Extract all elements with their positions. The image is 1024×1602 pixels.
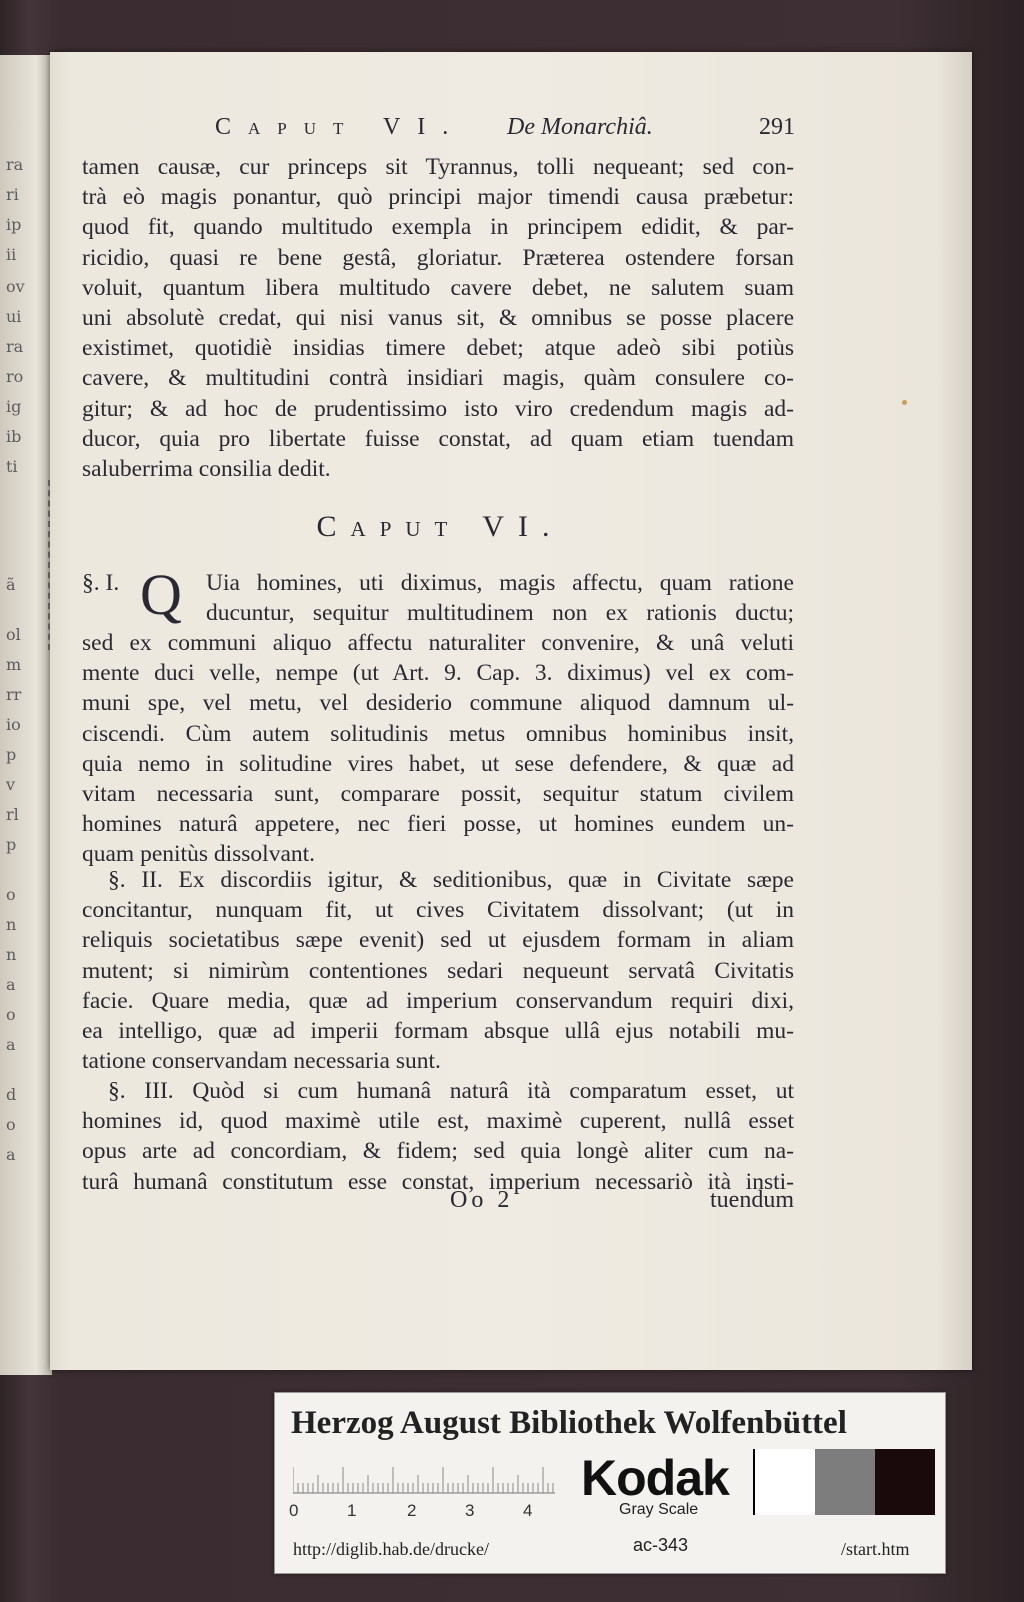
left-fragment: ip <box>6 215 22 234</box>
left-fragment: a <box>6 1035 16 1054</box>
ruler-scale-icon <box>293 1455 555 1495</box>
text-line: gitur; & ad hoc de prudentissimo isto viro credendum magis ad- <box>82 395 794 422</box>
left-fragment: p <box>6 745 17 764</box>
section1-marker: §. I. <box>82 570 120 596</box>
text-line: ducor, quia pro libertate fuisse constat, ad quam etiam tuendam <box>82 425 794 452</box>
left-fragment: a <box>6 975 16 994</box>
text-line: trà eò magis ponantur, quò principi major timendi causa præbetur: <box>82 184 794 211</box>
left-fragment: ro <box>6 367 24 386</box>
scale-number: 1 <box>347 1501 357 1520</box>
left-fragment: rr <box>6 685 22 704</box>
gray-patch-white <box>755 1449 815 1515</box>
text-line: muni spe, vel metu, vel desiderio commune aliquod damnum ul- <box>82 690 794 717</box>
paper-speck <box>902 400 907 405</box>
url-base: http://diglib.hab.de/drucke/ <box>293 1539 489 1559</box>
section1-paragraph <box>82 628 794 870</box>
text-line: concitantur, nunquam fit, ut cives Civitatem dissolvant; (ut in <box>82 897 794 924</box>
header-subject: De Monarchiâ. <box>507 114 653 140</box>
left-fragment: n <box>6 945 17 964</box>
text-line: tatione conservandam necessaria sunt. <box>82 1048 441 1075</box>
text-line: facie. Quare media, quæ ad imperium conservandum requiri dixi, <box>82 987 794 1014</box>
color-target-card <box>274 1392 946 1574</box>
left-fragment: ra <box>6 337 24 356</box>
text-line: quia nemo in solitudine vires habet, ut sese defendere, & quæ ad <box>82 750 794 777</box>
text-line: §. III. Quòd si cum humanâ naturâ ità comparatum esset, ut <box>108 1078 794 1104</box>
text-line: turâ humanâ constitutum esse constat, imperium necessariò ità insti- <box>82 1168 794 1195</box>
left-fragment: o <box>6 1005 16 1024</box>
chapter-title: Caput VI. <box>316 510 564 543</box>
scale-number: 3 <box>465 1501 475 1520</box>
text-line: tamen causæ, cur princeps sit Tyrannus, tolli nequeant; sed con- <box>82 154 794 180</box>
scale-number: 4 <box>523 1501 533 1520</box>
text-line: sed ex communi aliquo affectu naturaliter convenire, & unâ veluti <box>82 630 794 656</box>
text-line: reliquis societatibus sæpe evenit) sed ut ejusdem formam in aliam <box>82 927 794 954</box>
text-line: mente duci velle, nempe (ut Art. 9. Cap. 3. diximus) vel ex com- <box>82 660 794 687</box>
left-fragment: m <box>6 655 22 674</box>
section3-paragraph <box>82 1076 794 1197</box>
left-fragment: o <box>6 885 16 904</box>
left-fragment: io <box>6 715 21 734</box>
text-line: ea intelligo, quæ ad imperii formam absque ullâ ejus notabili mu- <box>82 1017 794 1044</box>
text-line: mutent; si nimirùm contentiones sedari nequeunt servatâ Civitatis <box>82 957 794 984</box>
text-line: ciscendi. Cùm autem solitudinis metus omnibus hominibus insit, <box>82 720 794 747</box>
page-crease <box>48 480 52 650</box>
left-fragment: ui <box>6 307 22 326</box>
text-line: Uia homines, uti diximus, magis affectu, quam ratione <box>206 570 794 596</box>
text-line: homines id, quod maximè utile est, maximè cuperent, nullâ esset <box>82 1108 794 1135</box>
gray-patches <box>753 1449 935 1515</box>
url-suffix: /start.htm <box>841 1539 910 1559</box>
left-fragment: o <box>6 1115 16 1134</box>
left-fragment: ra <box>6 155 24 174</box>
body-top-paragraph <box>82 152 794 484</box>
text-line: voluit, quantum libera multitudo cavere debet, ne salutem suam <box>82 274 794 301</box>
page-footer <box>82 1187 794 1217</box>
text-line: homines naturâ appetere, nec fieri posse, ut homines eundem un- <box>82 811 794 838</box>
text-line: ricidio, quasi re bene gestâ, gloriatur. Præterea ostendere forsan <box>82 244 794 271</box>
left-fragment: ov <box>6 277 25 296</box>
left-fragment: n <box>6 915 17 934</box>
text-line: existimet, quotidiè insidias timere debet; atque adeò sibi potiùs <box>82 335 794 362</box>
text-line: quod fit, quando multitudo exempla in principem edidit, & par- <box>82 214 794 241</box>
gray-scale-label: Gray Scale <box>619 1501 699 1518</box>
left-fragment: ã <box>6 575 16 594</box>
left-fragment: a <box>6 1145 16 1164</box>
header-chapter: Caput VI. <box>215 114 466 140</box>
section1-lead <box>206 568 794 628</box>
text-line: cavere, & multitudini contrà insidiari magis, quàm consulere co- <box>82 365 794 392</box>
left-fragment: d <box>6 1085 17 1104</box>
dropcap-initial: Q <box>140 562 182 627</box>
left-fragment: ig <box>6 397 22 416</box>
scale-number: 2 <box>407 1501 417 1520</box>
gray-patch-mid <box>815 1449 875 1515</box>
section2-paragraph <box>82 865 794 1076</box>
text-line: §. II. Ex discordiis igitur, & seditionibus, quæ in Civitate sæpe <box>108 867 794 893</box>
running-header <box>215 114 795 146</box>
left-fragment: p <box>6 835 17 854</box>
left-fragment: v <box>6 775 16 794</box>
text-line: uni absolutè credat, qui nisi vanus sit, & omnibus se posse placere <box>82 304 794 331</box>
page-number: 291 <box>759 114 795 140</box>
text-line: ducuntur, sequitur multitudinem non ex rationis ductu; <box>206 600 794 627</box>
scale-number: 0 <box>289 1501 299 1520</box>
kodak-logo: Kodak <box>581 1450 729 1506</box>
left-fragment: ii <box>6 245 17 264</box>
text-line: opus arte ad concordiam, & fidem; sed quia longè aliter cum na- <box>82 1138 794 1165</box>
shelfmark-code: ac-343 <box>633 1535 689 1555</box>
left-fragment: rl <box>6 805 19 824</box>
signature-mark: Oo 2 <box>450 1187 514 1213</box>
library-name: Herzog August Bibliothek Wolfenbüttel <box>291 1405 847 1441</box>
gray-patch-black <box>875 1449 935 1515</box>
catchword: tuendum <box>710 1187 794 1213</box>
left-fragment: ol <box>6 625 21 644</box>
text-line: saluberrima consilia dedit. <box>82 455 331 482</box>
left-fragment: ri <box>6 185 19 204</box>
left-fragment: ib <box>6 427 22 446</box>
text-line: vitam necessaria sunt, comparare possit, sequitur statum civilem <box>82 780 794 807</box>
left-page-edge <box>0 55 52 1375</box>
left-fragment: ti <box>6 457 18 476</box>
text-line: quam penitùs dissolvant. <box>82 841 316 868</box>
